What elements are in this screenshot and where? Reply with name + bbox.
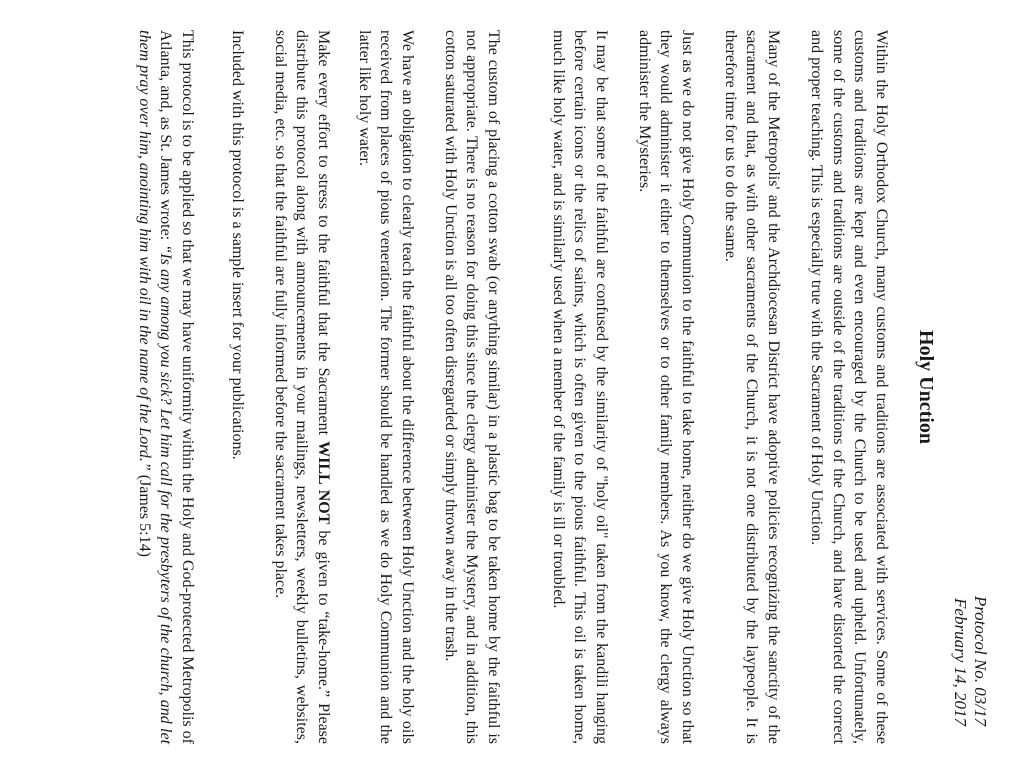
paragraph-uniformity <box>134 30 199 744</box>
scripture-citation: (James 5:14) <box>136 470 153 557</box>
scripture-quote: “Is any among you sick? Let him call for the presbyters of the church, and let them pray over him, anointing him with oil in the name of the Lord.” <box>136 30 175 745</box>
paragraph-cotton-swab: The custom of placing a cotton swab (or anything similar) in a plastic bag to be taken home by the faithful is not appropriate. There is no reason for doing this since the clergy administer the Mystery, and in addition, this cotton saturated with Holy Unction is all too often disregarded or simply thrown away in the trash. <box>442 30 502 744</box>
protocol-date: February 14, 2017 <box>951 598 970 726</box>
paragraph-holy-oil: It may be that some of the faithful are confused by the similarity of "holy oil" taken from the kandili hanging before certain icons or the relics of saints, which is often given to the pious faithful. This oil is taken home, much like holy water, and is similarly used when a member of the family is ill or troubled. <box>550 30 610 744</box>
paragraph-holy-communion: Just as we do not give Holy Communion to the faithful to take home, neither do we give Holy Unction so that they would administer it either to themselves or to other family members. As you know, the clergy always administer the Mysteries. <box>636 30 696 744</box>
protocol-header <box>950 596 990 726</box>
paragraph-sample-insert: Included with this protocol is a sample insert for your publications. <box>229 30 246 460</box>
paragraph-customs: Within the Holy Orthodox Church, many customs and traditions are associated with services. Some of these customs and traditions are kept and even encouraged by the Church to be used and upheld. Unfortunately, some of the customs and traditions are outside of the traditions of the Church, and have distorted the correct and proper teaching. This is especially true with the Sacrament of Holy Unction. <box>808 30 890 744</box>
paragraph-take-home-end: be given to “take-home.” Please distribute this protocol along with announcements in your mailings, newsletters, weekly bulletins, websites, social media, etc. so that the faithful are fully informed before the sacrament takes place. <box>272 30 332 745</box>
paragraph-uniformity-start: This protocol is to be applied so that we may have uniformity within the Holy and God-protected Metropolis of Atlanta, and, as St. James wrote: <box>157 30 196 744</box>
document-title: Holy Unction <box>915 330 937 444</box>
paragraph-take-home <box>270 30 335 744</box>
paragraph-policies: Many of the Metropolis' and the Archdiocesan District have adoptive policies recognizing the sanctity of the sacrament and that, as with other sacraments of the Church, it is not one distributed by the laypeople. It is therefore time for us to do the same. <box>722 30 782 744</box>
paragraph-obligation: We have an obligation to clearly teach the faithful about the difference between Holy Unction and the holy oils received from places of pious veneration. The former should be handled as we do Holy Communion and the latter like holy water. <box>356 30 416 744</box>
paragraph-take-home-start: Make every effort to stress to the faithful that the Sacrament <box>315 30 332 442</box>
emphasis-will-not: WILL NOT <box>315 441 332 525</box>
protocol-number: Protocol No. 03/17 <box>971 595 990 726</box>
